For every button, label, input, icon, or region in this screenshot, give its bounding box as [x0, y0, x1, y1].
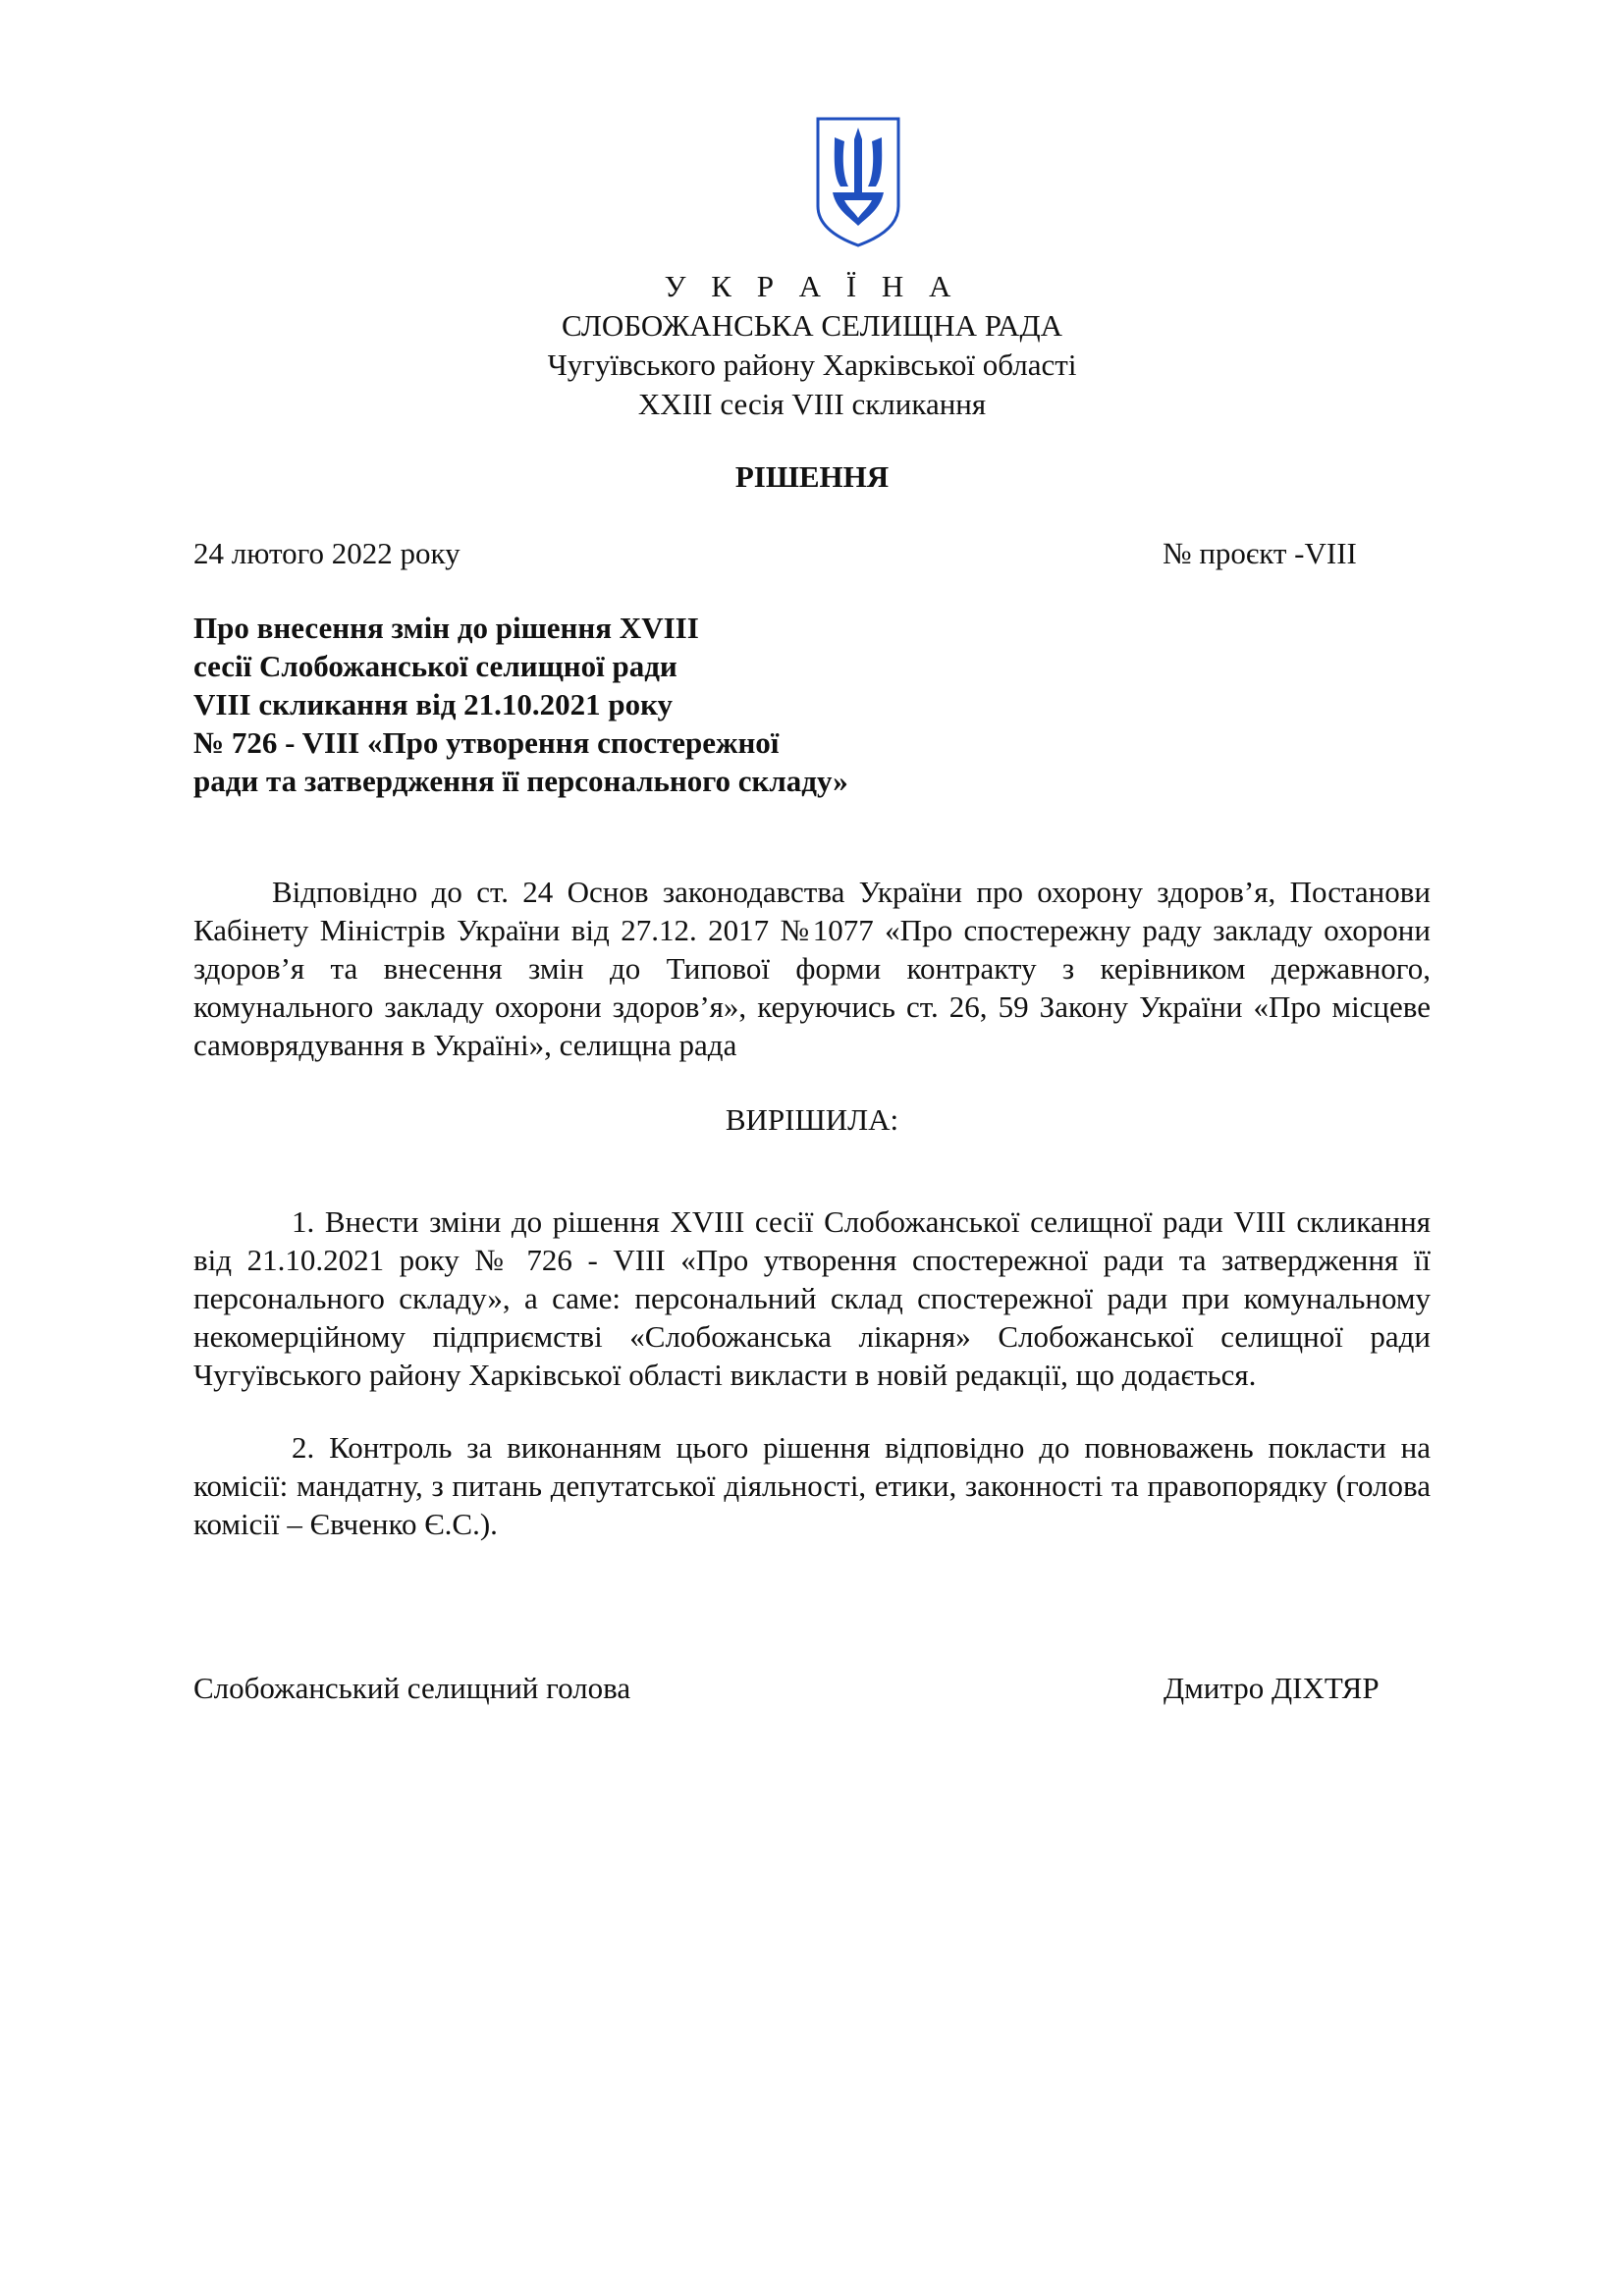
paragraph-line: 2. Контроль за виконанням цього рішення відповідно до повноважень покласти на [292, 1430, 1431, 1465]
paragraph-line: комісії: мандатну, з питань депутатської діяльності, етики, законності та правопорядку (голова [193, 1468, 1431, 1503]
decision-date: 24 лютого 2022 року [193, 536, 460, 570]
paragraph-line: персонального складу», а саме: персональний склад спостережної ради при комунальному [193, 1281, 1431, 1315]
paragraph-line: Кабінету Міністрів України від 27.12. 2017 №1077 «Про спостережну раду закладу охорони [193, 913, 1431, 947]
ukraine-trident-emblem-icon [815, 116, 901, 248]
paragraph-line: самоврядування в Україні», селищна рада [193, 1028, 737, 1062]
decision-title: РІШЕННЯ [734, 459, 890, 494]
header-session: XXIII сесія VIII скликання [637, 387, 987, 421]
subject-line: VIII скликання від 21.10.2021 року [193, 687, 674, 721]
signature-name: Дмитро ДІХТЯР [1164, 1671, 1380, 1705]
resolved-heading: ВИРІШИЛА: [725, 1102, 899, 1137]
subject-line: Про внесення змін до рішення XVIII [193, 611, 699, 645]
header-council: СЛОБОЖАНСЬКА СЕЛИЩНА РАДА [562, 308, 1062, 343]
subject-line: № 726 - VIII «Про утворення спостережної [193, 725, 780, 760]
paragraph-line: Відповідно до ст. 24 Основ законодавства України про охорону здоров’я, Постанови [272, 875, 1431, 909]
decision-item-2 [193, 1428, 1431, 1543]
subject-line: сесії Слобожанської селищної ради [193, 649, 677, 683]
paragraph-line: 1. Внести зміни до рішення XVIII сесії Слобожанської селищної ради VIII скликання [292, 1204, 1431, 1239]
paragraph-line: комісії – Євченко Є.С.). [193, 1507, 498, 1541]
decision-item-1 [193, 1202, 1431, 1394]
paragraph-line: від 21.10.2021 року № 726 - VIII «Про утворення спостережної ради та затвердження її [193, 1243, 1431, 1277]
header-district: Чугуївського району Харківської області [547, 347, 1077, 382]
signature-position: Слобожанський селищний голова [193, 1671, 631, 1705]
paragraph-line: некомерційному підприємстві «Слобожанська лікарня» Слобожанської селищної ради [193, 1319, 1431, 1354]
decision-subject [193, 609, 979, 800]
paragraph-line: комунального закладу охорони здоров’я», керуючись ст. 26, 59 Закону України «Про місцеве [193, 989, 1431, 1024]
subject-line: ради та затвердження її персонального складу» [193, 764, 848, 798]
header-country: У К Р А Ї Н А [664, 269, 960, 303]
basis-paragraph [193, 873, 1431, 1064]
decision-number: № проєкт -VIII [1163, 536, 1357, 570]
paragraph-line: Чугуївського району Харківської області викласти в новій редакції, що додається. [193, 1358, 1257, 1392]
paragraph-line: здоров’я та внесення змін до Типової форми контракту з керівником державного, [193, 951, 1431, 986]
